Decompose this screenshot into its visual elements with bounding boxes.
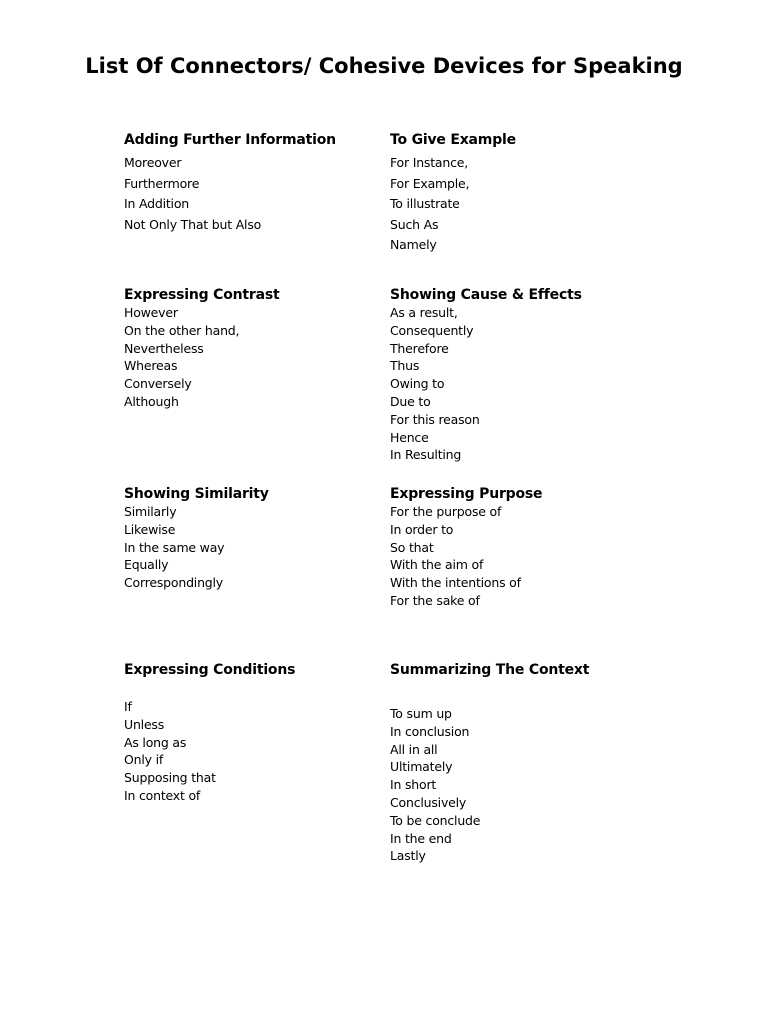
section-heading: Expressing Contrast [124,287,280,303]
connector-item: If [124,699,132,714]
section-heading: Expressing Purpose [390,486,543,502]
section-heading: Summarizing The Context [390,662,590,678]
connector-item: In the end [390,830,452,846]
connector-item: In order to [390,521,454,537]
connector-item: Namely [390,237,437,252]
connector-item: Consequently [390,322,474,338]
connector-item: Ultimately [390,759,453,775]
connector-item: To illustrate [390,196,460,211]
connector-item: Owing to [390,376,445,392]
connector-list [390,705,640,865]
connector-item: Conversely [124,376,192,392]
section-heading: Adding Further Information [124,132,336,148]
connector-item: For this reason [390,411,480,427]
page-title: List Of Connectors/ Cohesive Devices for Speaking [85,54,683,78]
connector-item: In the same way [124,539,225,555]
connector-item: In Addition [124,196,189,211]
section-cause-effects [390,286,640,464]
section-heading: Expressing Conditions [124,662,296,678]
connector-item: Conclusively [390,794,467,810]
connector-item: All in all [390,741,438,757]
section-heading: To Give Example [390,132,516,148]
connector-list [124,153,374,235]
connector-list [124,304,374,411]
connector-item: For the purpose of [390,504,502,519]
section-expressing-contrast [124,286,374,411]
connector-item: For the sake of [390,592,480,608]
connector-item: In Resulting [390,447,462,463]
connector-item: Therefore [390,340,449,356]
connector-item: For Instance, [390,155,469,170]
section-summarizing-context [390,661,640,865]
connector-item: With the intentions of [390,575,521,591]
connector-item: Correspondingly [124,575,224,591]
connector-item: Nevertheless [124,340,204,356]
connector-item: Due to [390,393,431,409]
connector-item: Lastly [390,848,426,864]
connector-item: Thus [390,358,420,374]
section-expressing-purpose [390,485,640,610]
connector-item: On the other hand, [124,322,240,338]
section-expressing-conditions [124,661,374,805]
connector-list [390,153,640,256]
connector-item: Although [124,393,179,409]
connector-item: Moreover [124,155,182,170]
connector-item: In conclusion [390,723,470,739]
connector-list [390,503,640,610]
connector-item: For Example, [390,175,470,191]
connector-item: Whereas [124,358,178,374]
connector-item: To be conclude [390,812,481,828]
section-showing-similarity [124,485,374,592]
section-give-example [390,131,640,256]
connector-item: Hence [390,429,429,445]
connector-item: However [124,305,178,320]
connector-list [124,698,374,805]
connector-item: Only if [124,752,164,768]
connector-item: Not Only That but Also [124,216,262,232]
connector-item: In short [390,777,437,793]
section-heading: Showing Cause & Effects [390,287,582,303]
connector-item: Supposing that [124,770,216,786]
connector-item: Similarly [124,504,177,519]
connector-item: Likewise [124,521,176,537]
connector-item: To sum up [390,706,452,721]
connector-item: In context of [124,787,201,803]
section-adding-information [124,131,374,235]
connector-item: Such As [390,216,439,232]
connector-item: Equally [124,557,169,573]
connector-item: So that [390,539,434,555]
connector-list [124,503,374,592]
connector-item: With the aim of [390,557,484,573]
connector-item: As long as [124,734,187,750]
connector-item: Unless [124,716,165,732]
connector-list [390,304,640,464]
connector-item: Furthermore [124,175,200,191]
section-heading: Showing Similarity [124,486,269,502]
connector-item: As a result, [390,305,458,320]
